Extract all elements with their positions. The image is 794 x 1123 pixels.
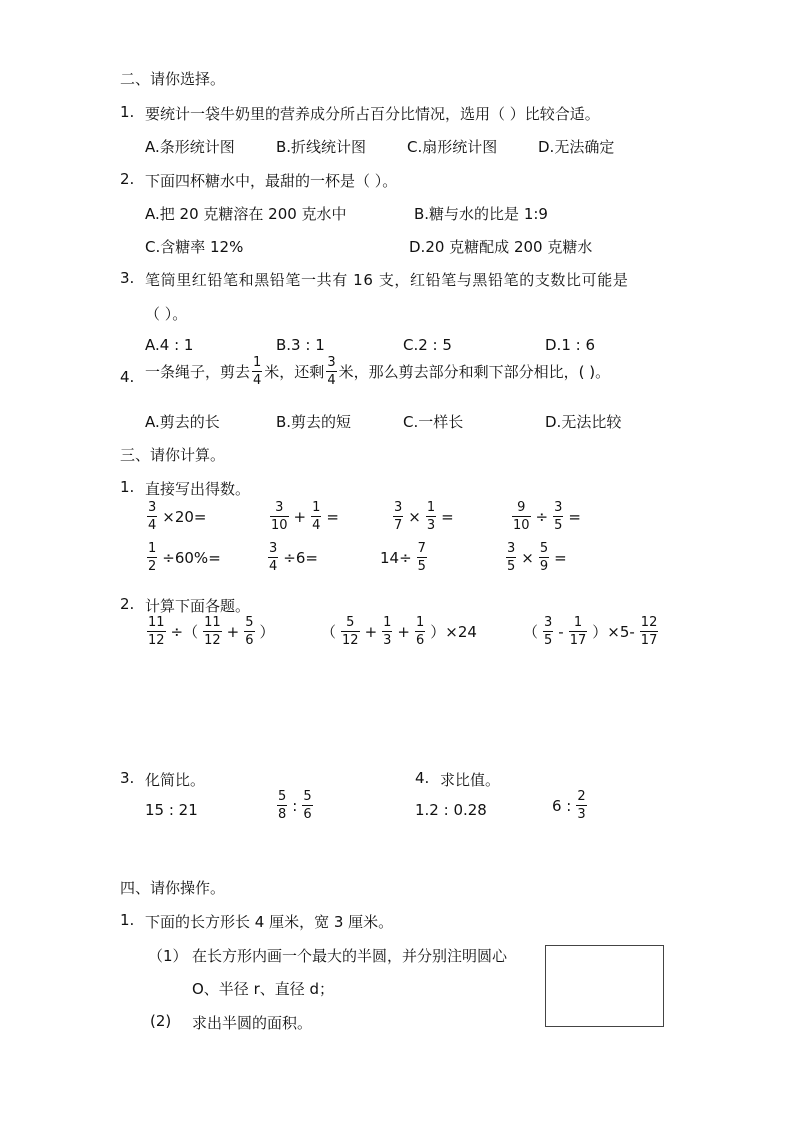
fraction: $\frac{3}{4}$ bbox=[148, 500, 157, 533]
q2-1-number: 1. bbox=[120, 103, 135, 121]
fraction: $\frac{12}{17}$ bbox=[640, 615, 658, 648]
fraction: $\frac{11}{12}$ bbox=[148, 615, 165, 648]
fraction-one-quarter: $\frac{1}{4}$ bbox=[253, 355, 262, 388]
q3-3-number: 3. bbox=[120, 769, 135, 787]
calc-expr-5: $\frac{1}{2}$ ÷60%= bbox=[148, 541, 221, 574]
rectangle-drawing-area bbox=[545, 945, 664, 1027]
q2-2-number: 2. bbox=[120, 170, 135, 188]
ratio-simplify-1: 15 : 21 bbox=[145, 801, 198, 819]
calc-expr-6: $\frac{3}{4}$ ÷6= bbox=[269, 541, 318, 574]
q2-3-text-cont: （ ）。 bbox=[145, 305, 188, 323]
q2-1-text: 要统计一袋牛奶里的营养成分所占百分比情况，选用（ ）比较合适。 bbox=[145, 105, 600, 123]
section-2-title: 二、请你选择。 bbox=[120, 70, 226, 88]
calc-expr-1: $\frac{3}{4}$ ×20= bbox=[148, 500, 207, 533]
q2-4-option-a: A.剪去的长 bbox=[145, 413, 220, 431]
ratio-value-1: 1.2 : 0.28 bbox=[415, 801, 487, 819]
calc-expr-8: $\frac{3}{5}$ × $\frac{5}{9}$ = bbox=[507, 541, 567, 574]
q3-4-number: 4. bbox=[415, 769, 430, 787]
q4-1-sub1-text-cont: O、半径 r、直径 d； bbox=[192, 980, 335, 998]
fraction: $\frac{3}{7}$ bbox=[394, 500, 403, 533]
fraction: $\frac{11}{12}$ bbox=[204, 615, 221, 648]
fraction: $\frac{1}{6}$ bbox=[416, 615, 425, 648]
fraction: $\frac{5}{6}$ bbox=[245, 615, 254, 648]
q2-4-number: 4. bbox=[120, 368, 135, 386]
q2-1-option-c: C.扇形统计图 bbox=[407, 138, 498, 156]
q3-1-number: 1. bbox=[120, 478, 135, 496]
q2-4-option-c: C.一样长 bbox=[403, 413, 464, 431]
fraction: $\frac{9}{10}$ bbox=[513, 500, 530, 533]
calc-expr-7: 14÷ $\frac{7}{5}$ bbox=[380, 541, 426, 574]
q4-1-sub2-label: (2) bbox=[150, 1012, 172, 1030]
q2-3-option-a: A.4 : 1 bbox=[145, 336, 194, 354]
fraction-three-quarters: $\frac{3}{4}$ bbox=[327, 355, 336, 388]
q2-4-text-a: 一条绳子，剪去 bbox=[145, 363, 251, 381]
q2-4-text bbox=[145, 356, 610, 387]
q2-3-number: 3. bbox=[120, 269, 135, 287]
fraction: $\frac{5}{6}$ bbox=[303, 789, 312, 822]
calc-expr-2: $\frac{3}{10}$ + $\frac{1}{4}$ = bbox=[271, 500, 339, 533]
fraction: $\frac{3}{5}$ bbox=[507, 541, 516, 574]
q2-2-option-c: C.含糖率 12% bbox=[145, 238, 244, 256]
fraction: $\frac{3}{5}$ bbox=[554, 500, 563, 533]
q2-4-option-d: D.无法比较 bbox=[545, 413, 622, 431]
q3-4-text: 求比值。 bbox=[440, 771, 501, 789]
q4-1-sub1-label: （1） bbox=[148, 947, 188, 965]
calc-problem-3: （ $\frac{3}{5}$ - $\frac{1}{17}$ ）×5- $\frac{12}{17}$ bbox=[523, 615, 658, 648]
calc-problem-1: $\frac{11}{12}$ ÷（ $\frac{11}{12}$ + $\frac{5}{6}$ ） bbox=[148, 615, 275, 648]
q2-4-text-b: 米，还剩 bbox=[264, 363, 325, 381]
fraction: $\frac{3}{5}$ bbox=[544, 615, 553, 648]
fraction: $\frac{1}{4}$ bbox=[312, 500, 321, 533]
calc-expr-3: $\frac{3}{7}$ × $\frac{1}{3}$ = bbox=[394, 500, 454, 533]
q2-1-option-d: D.无法确定 bbox=[538, 138, 615, 156]
q2-2-text: 下面四杯糖水中，最甜的一杯是（ ）。 bbox=[145, 172, 398, 190]
q4-1-text: 下面的长方形长 4 厘米，宽 3 厘米。 bbox=[145, 913, 394, 931]
q2-3-option-b: B.3 : 1 bbox=[276, 336, 325, 354]
fraction: $\frac{5}{9}$ bbox=[539, 541, 549, 574]
q2-2-option-d: D.20 克糖配成 200 克糖水 bbox=[409, 238, 593, 256]
q2-3-option-d: D.1 : 6 bbox=[545, 336, 595, 354]
q2-1-option-a: A.条形统计图 bbox=[145, 138, 235, 156]
section-3-title: 三、请你计算。 bbox=[120, 446, 226, 464]
fraction: $\frac{1}{2}$ bbox=[148, 541, 157, 574]
q4-1-number: 1. bbox=[120, 911, 135, 929]
q2-3-option-c: C.2 : 5 bbox=[403, 336, 452, 354]
fraction: $\frac{1}{3}$ bbox=[426, 500, 436, 533]
q2-2-option-b: B.糖与水的比是 1:9 bbox=[414, 205, 548, 223]
fraction: $\frac{2}{3}$ bbox=[577, 789, 586, 822]
q3-3-text: 化简比。 bbox=[145, 771, 206, 789]
q4-1-sub2-text: 求出半圆的面积。 bbox=[192, 1014, 313, 1032]
fraction: $\frac{3}{10}$ bbox=[271, 500, 288, 533]
calc-expr-4: $\frac{9}{10}$ ÷ $\frac{3}{5}$ = bbox=[513, 500, 581, 533]
fraction: $\frac{1}{17}$ bbox=[569, 615, 587, 648]
ratio-value-2: 6 : $\frac{2}{3}$ bbox=[552, 789, 586, 822]
fraction: $\frac{3}{4}$ bbox=[269, 541, 278, 574]
fraction: $\frac{5}{12}$ bbox=[342, 615, 359, 648]
fraction: $\frac{1}{3}$ bbox=[383, 615, 392, 648]
q2-2-option-a: A.把 20 克糖溶在 200 克水中 bbox=[145, 205, 347, 223]
q2-1-option-b: B.折线统计图 bbox=[276, 138, 367, 156]
q2-3-text: 笔筒里红铅笔和黑铅笔一共有 16 支，红铅笔与黑铅笔的支数比可能是 bbox=[145, 271, 629, 289]
q4-1-sub1-text: 在长方形内画一个最大的半圆，并分别注明圆心 bbox=[192, 947, 508, 965]
calc-problem-2: （ $\frac{5}{12}$ + $\frac{1}{3}$ + $\frac{1}{6}$ ）×24 bbox=[321, 615, 477, 648]
fraction: $\frac{5}{8}$ bbox=[278, 789, 287, 822]
ratio-simplify-2: $\frac{5}{8}$ : $\frac{5}{6}$ bbox=[278, 789, 312, 822]
q2-4-text-c: 米，那么剪去部分和剩下部分相比，( )。 bbox=[338, 363, 611, 381]
q3-1-text: 直接写出得数。 bbox=[145, 480, 251, 498]
q3-2-text: 计算下面各题。 bbox=[145, 597, 251, 615]
fraction: $\frac{7}{5}$ bbox=[417, 541, 426, 574]
q3-2-number: 2. bbox=[120, 595, 135, 613]
q2-4-option-b: B.剪去的短 bbox=[276, 413, 352, 431]
section-4-title: 四、请你操作。 bbox=[120, 879, 226, 897]
